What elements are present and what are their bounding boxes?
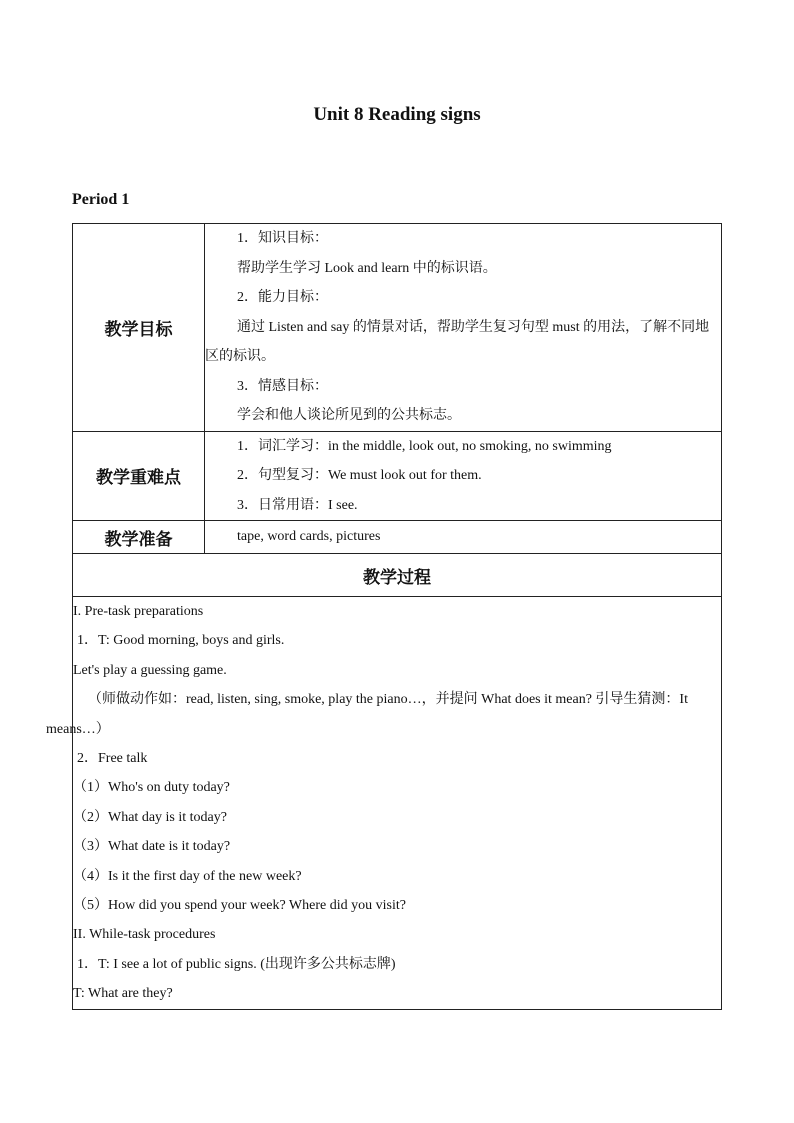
keypoints-row	[73, 431, 722, 521]
objective-line: 2．能力目标：	[237, 290, 328, 305]
objective-line: 3．情感目标：	[237, 378, 328, 394]
process-line: Let's play a guessing game.	[73, 662, 227, 678]
process-line: （1）Who's on duty today?	[73, 780, 230, 796]
document-title: Unit 8 Reading signs	[313, 104, 481, 125]
objective-line: 1．知识目标：	[237, 231, 328, 246]
objective-line: 帮助学生学习 Look and learn 中的标识语。	[237, 260, 497, 276]
process-line: II. While-task procedures	[73, 927, 216, 943]
keypoints-label: 教学重难点	[73, 431, 205, 521]
keypoint-line: 3．日常用语：I see.	[237, 497, 358, 513]
process-line: （4）Is it the first day of the new week?	[73, 868, 302, 884]
process-line: I. Pre-task preparations	[73, 604, 204, 619]
process-content	[46, 597, 722, 1010]
process-line: （师做动作如：read, listen, sing, smoke, play the piano…，并提问 What does it mean? 引导生猜测：It means…）	[46, 692, 688, 737]
process-line: 2．Free talk	[77, 751, 148, 767]
objective-line: 通过 Listen and say 的情景对话，帮助学生复习句型 must 的用法，了解不同地区的标识。	[205, 319, 710, 364]
objective-line: 学会和他人谈论所见到的公共标志。	[237, 408, 461, 423]
keypoints-content	[205, 431, 722, 521]
lesson-plan-table	[46, 223, 722, 1010]
process-line: （2）What day is it today?	[73, 809, 227, 825]
process-line: （5）How did you spend your week? Where did you visit?	[73, 898, 406, 914]
process-line: 1．T: I see a lot of public signs. (出现许多公共标志牌)	[77, 956, 396, 972]
preparation-text: tape, word cards, pictures	[237, 529, 381, 545]
objectives-row	[73, 224, 722, 432]
keypoint-line: 1．词汇学习：in the middle, look out, no smoking, no swimming	[237, 438, 612, 454]
preparation-content	[205, 521, 722, 554]
process-line: （3）What date is it today?	[73, 839, 231, 855]
process-row	[73, 597, 722, 1010]
process-heading-row	[73, 554, 722, 597]
keypoint-line: 2．句型复习：We must look out for them.	[237, 468, 482, 483]
process-heading: 教学过程	[73, 554, 722, 597]
process-line: T: What are they?	[73, 986, 173, 1002]
period-heading: Period 1	[72, 191, 130, 208]
process-line: 1．T: Good morning, boys and girls.	[77, 633, 285, 649]
preparation-label: 教学准备	[73, 521, 205, 554]
objectives-content	[205, 224, 722, 432]
preparation-row	[73, 521, 722, 554]
objectives-label: 教学目标	[73, 224, 205, 432]
